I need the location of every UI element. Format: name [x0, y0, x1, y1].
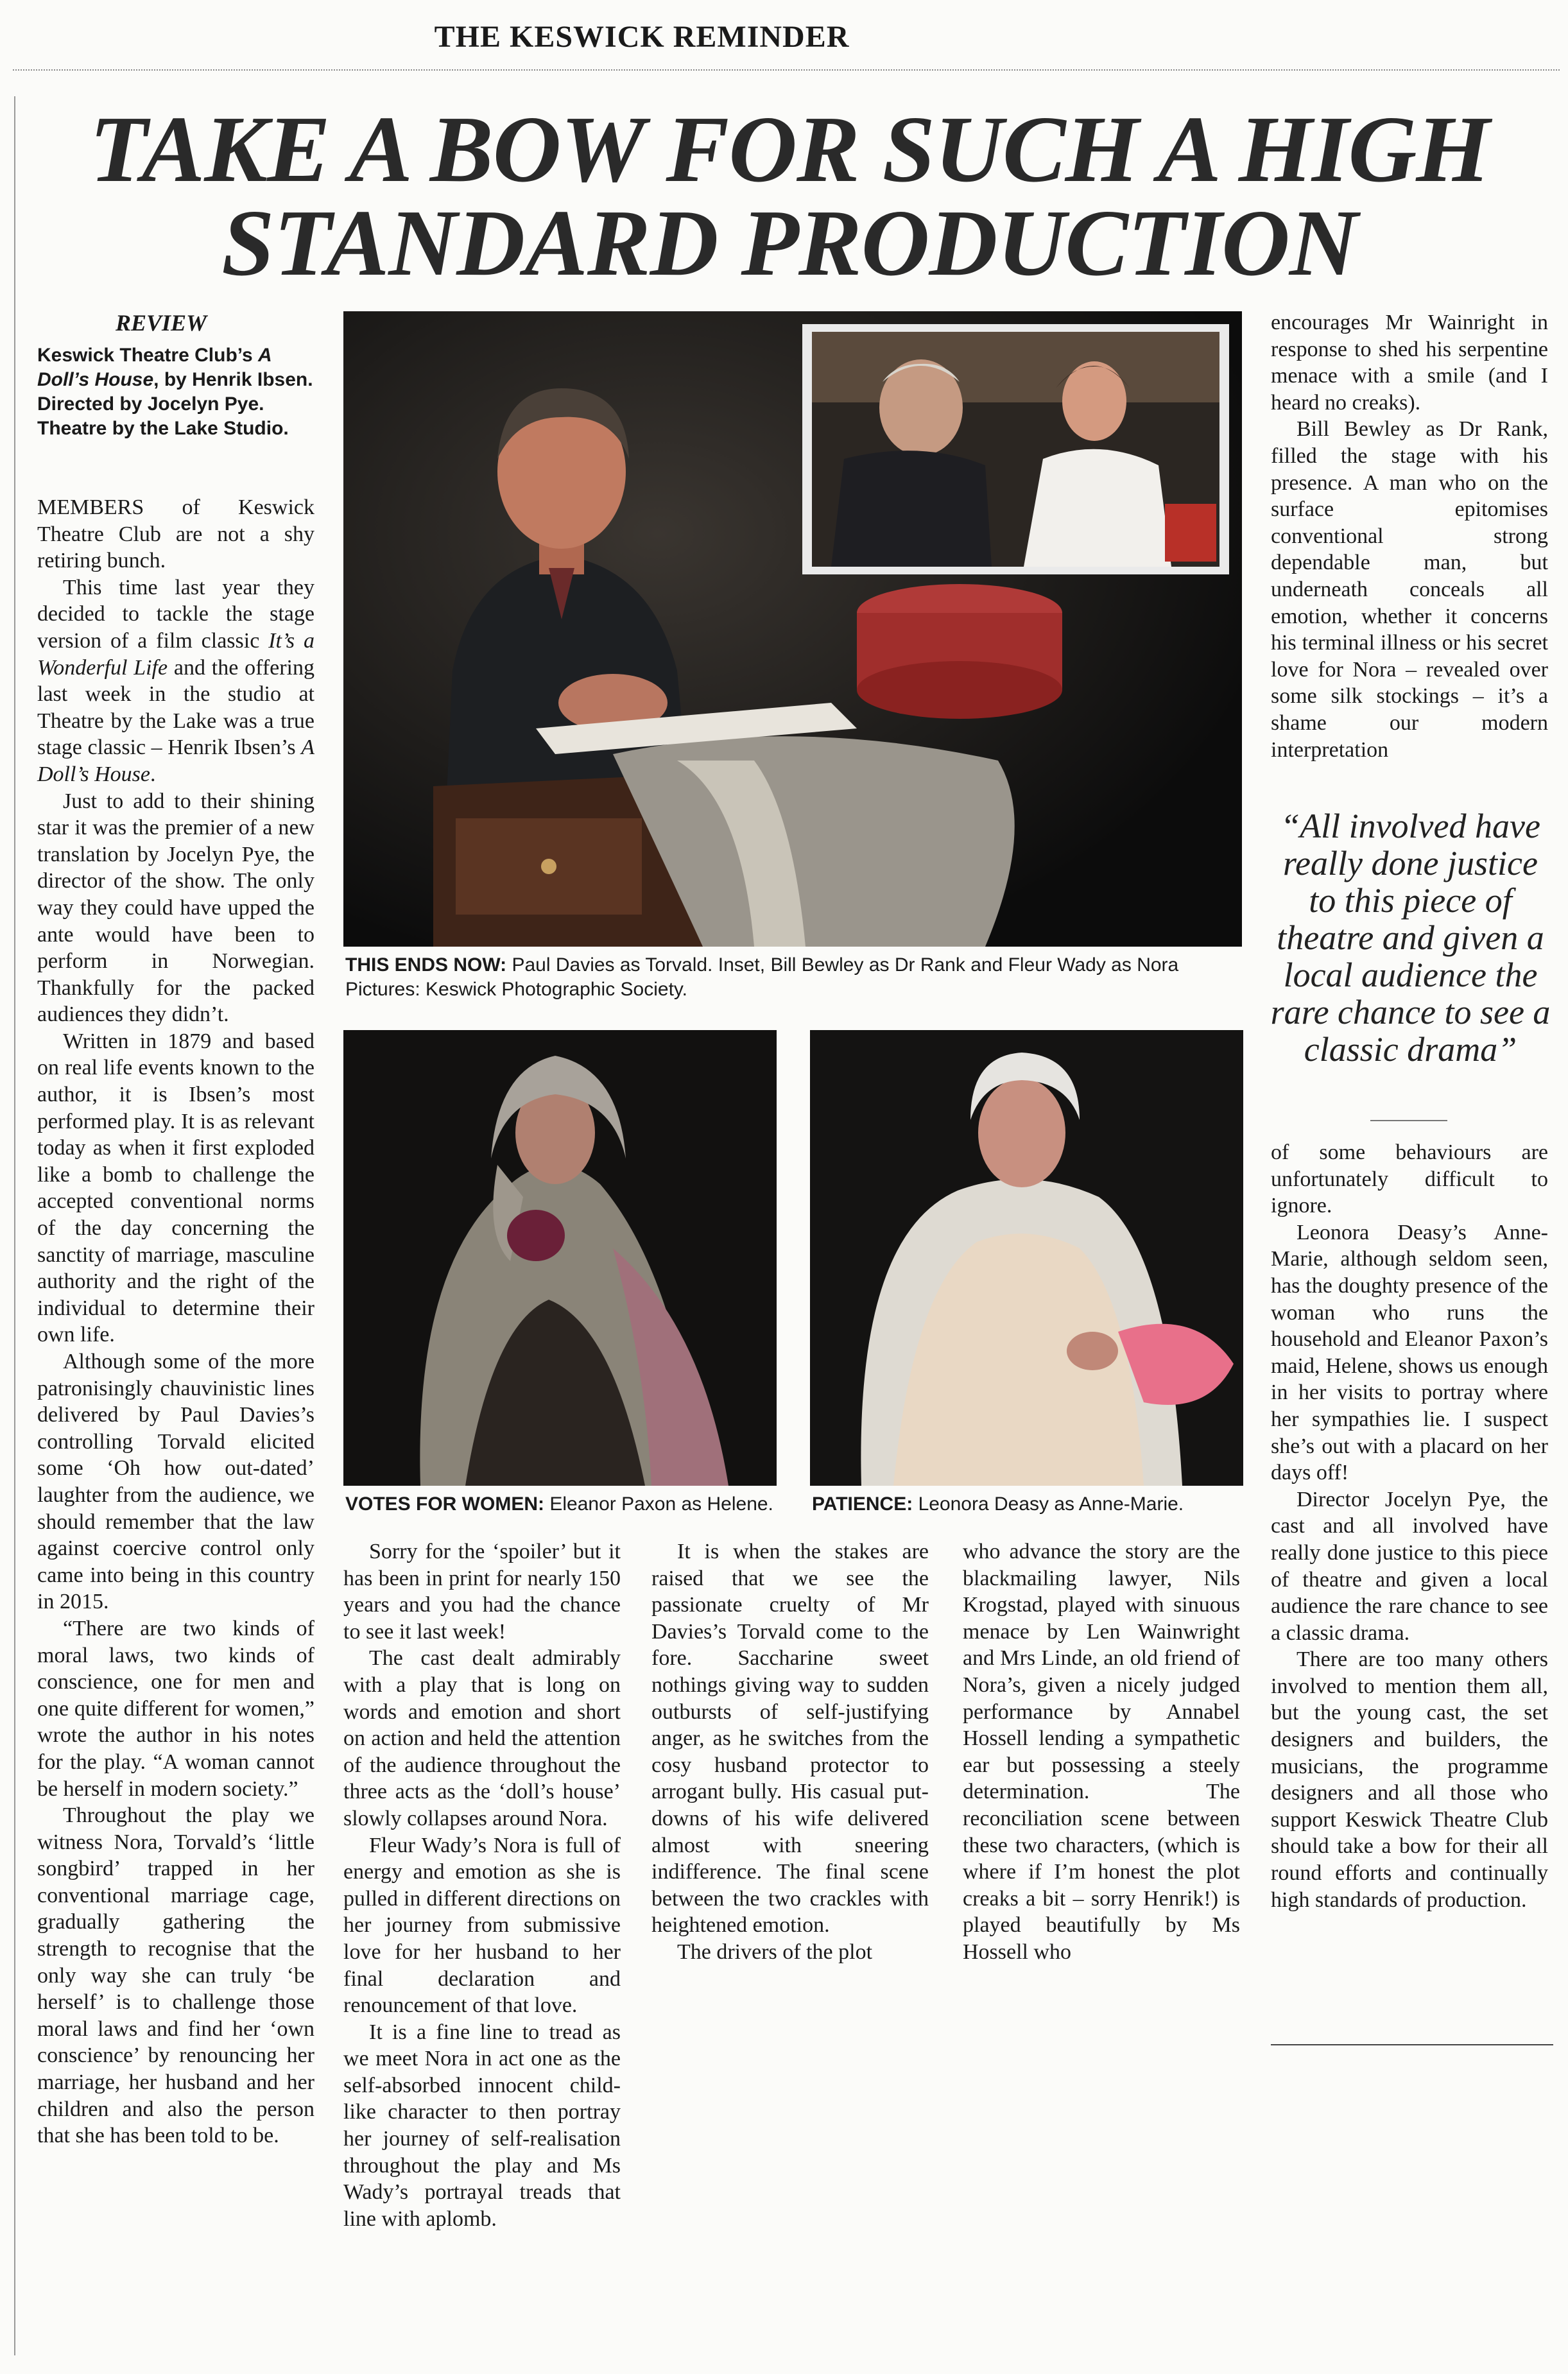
paragraph: Just to add to their shining star it was the premier of a new translation by Jocelyn Pye, the director of the show. The only way they could have upped the ante would have been to perform in Norwegian. Thankfully for the packed audiences they didn’t. — [37, 789, 314, 1027]
pull-quote-rule — [1370, 1120, 1447, 1121]
article-column-5-bottom — [1271, 1139, 1548, 1913]
play-title: A Doll’s House — [37, 735, 314, 786]
helene-photo-image — [343, 1030, 777, 1486]
photo-credit: Pictures: Keswick Photographic Society. — [345, 979, 688, 1000]
standfirst — [37, 343, 313, 441]
article-column-4 — [963, 1538, 1240, 1966]
review-label: REVIEW — [116, 310, 207, 336]
standfirst-play-title: A Doll’s House — [37, 345, 271, 390]
standfirst-post: , by Henrik Ibsen. Directed by Jocelyn Pye. Theatre by the Lake Studio. — [37, 369, 313, 439]
paragraph: The cast dealt admirably with a play that is long on words and emotion and short on action and held the attention of the audience throughout the three acts as the ‘doll’s house’ slowly collapses around Nora. — [343, 1646, 621, 1830]
paragraph: Sorry for the ‘spoiler’ but it has been in print for nearly 150 years and you had the chance to see it last week! — [343, 1540, 621, 1644]
paragraph: who advance the story are the blackmailing lawyer, Nils Krogstad, played with sinuous menace by Len Wainwright and Mrs Linde, an old friend of Nora’s, given a nicely judged performance by Annabel Hossell lending a sympathetic ear but possessing a steely determination. The reconciliation scene between these two characters, (which is where if I’m honest the plot creaks a bit – sorry Henrik!) is played beautifully by Ms Hossell who — [963, 1540, 1240, 1964]
paragraph: Fleur Wady’s Nora is full of energy and emotion as she is pulled in different directions on her journey from submissive love for her husband to her final declaration and renouncement of that love. — [343, 1833, 621, 2018]
helene-photo — [343, 1030, 777, 1486]
paragraph: Leonora Deasy’s Anne-Marie, although seldom seen, has the doughty presence of the woman who runs the household and Eleanor Paxon’s maid, Helene, shows us enough in her visits to portray where her sympathies lie. I suspect she’s out with a placard on her days off! — [1271, 1220, 1548, 1485]
article-column-5-top — [1271, 309, 1548, 763]
masthead-rule — [13, 69, 1560, 71]
caption-label: PATIENCE: — [812, 1493, 913, 1515]
main-caption-line: THIS ENDS NOW: Paul Davies as Torvald. Inset, Bill Bewley as Dr Rank and Fleur Wady as Nora — [345, 954, 1179, 976]
helene-caption: VOTES FOR WOMEN: Eleanor Paxon as Helene. — [345, 1493, 773, 1515]
caption-label: VOTES FOR WOMEN: — [345, 1493, 544, 1515]
paragraph: Although some of the more patronisingly chauvinistic lines delivered by Paul Davies’s controlling Torvald elicited some ‘Oh how out-dated’ laughter from the audience, we should remember that the law against coercive control only came into being in this country in 2015. — [37, 1350, 314, 1614]
masthead: THE KESWICK REMINDER — [434, 20, 850, 54]
paragraph: Director Jocelyn Pye, the cast and all involved have really done justice to this piece of theatre and given a local audience the rare chance to see a classic drama. — [1271, 1487, 1548, 1645]
main-photo-image — [343, 311, 1242, 947]
page-left-rule — [14, 96, 15, 2355]
paragraph: It is when the stakes are raised that we see the passionate cruelty of Mr Davies’s Torvald come to the fore. Saccharine sweet nothings giving way to sudden outbursts of self-justifying anger, as he switches from the cosy husband protector to arrogant bully. His casual put-downs of his wife delivered almost with sneering indifference. The final scene between the two crackles with heightened emotion. — [651, 1540, 929, 1938]
main-photo-caption — [345, 953, 1244, 1002]
article-column-2 — [343, 1538, 621, 2232]
end-rule — [1271, 2044, 1553, 2045]
main-photo — [343, 311, 1242, 947]
paragraph: “There are two kinds of moral laws, two kinds of conscience, one for men and one quite different for women,” wrote the author in his notes for the play. “A woman cannot be herself in modern society.” — [37, 1616, 314, 1801]
headline-line-2: STANDARD PRODUCTION — [221, 191, 1357, 296]
standfirst-pre: Keswick Theatre Club’s — [37, 345, 259, 366]
paragraph: MEMBERS of Keswick Theatre Club are not a shy retiring bunch. — [37, 495, 314, 573]
paragraph: Bill Bewley as Dr Rank, filled the stage with his presence. A man who on the surface epitomises conventional strong dependable man, but underneath conceals all emotion, whether it concerns his terminal illness or his secret love for Nora – revealed over some silk stockings – it’s a shame our modern interpretation — [1271, 417, 1548, 762]
film-title: It’s a Wonderful Life — [37, 628, 314, 680]
paragraph: This time last year they decided to tackle the stage version of a film classic It’s a Wonderful Life and the offering last week in the studio at Theatre by the Lake was a true stage classic – Henrik Ibsen’s A Doll’s House. — [37, 575, 314, 786]
paragraph: It is a fine line to tread as we meet Nora in act one as the self-absorbed innocent child-like character to then portray her journey of self-realisation throughout the play and Ms Wady’s portrayal treads that line with aplomb. — [343, 2020, 621, 2231]
anne-marie-caption: PATIENCE: Leonora Deasy as Anne-Marie. — [812, 1493, 1184, 1515]
caption-label: THIS ENDS NOW: — [345, 954, 507, 976]
article-column-3 — [651, 1538, 929, 1966]
anne-marie-photo — [810, 1030, 1243, 1486]
pull-quote: “All involved have really done justice to this piece of theatre and given a local audience the rare chance to see a classic drama” — [1270, 807, 1551, 1069]
paragraph: Written in 1879 and based on real life events known to the author, it is Ibsen’s most performed play. It is as relevant today as when it first exploded like a bomb to challenge the accepted conventional norms of the day concerning the sanctity of marriage, masculine authority and the right of the individual to determine their own life. — [37, 1029, 314, 1347]
headline-line-1: TAKE A BOW FOR SUCH A HIGH — [89, 97, 1490, 202]
paragraph: encourages Mr Wainright in response to shed his serpentine menace with a smile (and I heard no creaks). — [1271, 311, 1548, 415]
paragraph: There are too many others involved to mention them all, but the young cast, the set designers and builders, the musicians, the programme designers and all those who support Keswick Theatre Club should take a bow for their all round efforts and continually high standards of production. — [1271, 1647, 1548, 1912]
paragraph: The drivers of the plot — [677, 1940, 873, 1964]
headline — [26, 97, 1553, 296]
article-column-1 — [37, 494, 314, 2149]
paragraph: Throughout the play we witness Nora, Torvald’s ‘little songbird’ trapped in her conventional marriage cage, gradually gathering the strength to recognise that the only way she can truly ‘be herself’ is to challenge those moral laws and find her ‘own conscience’ by renouncing her marriage, her husband and her children and also the person that she has been told to be. — [37, 1803, 314, 2148]
paragraph: of some behaviours are unfortunately difficult to ignore. — [1271, 1140, 1548, 1218]
anne-marie-photo-image — [810, 1030, 1243, 1486]
